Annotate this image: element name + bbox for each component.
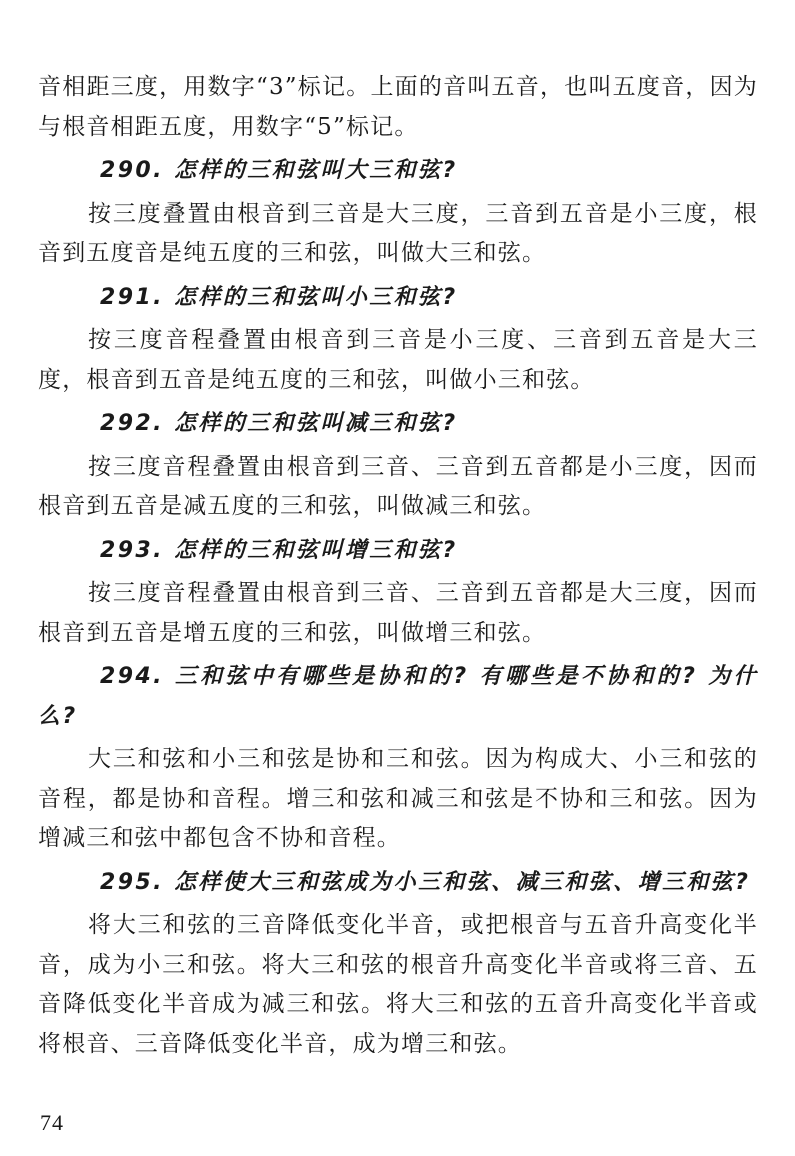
intro-paragraph: 音相距三度，用数字“3”标记。上面的音叫五音，也叫五度音，因为与根音相距五度，用数字“5”标记。 xyxy=(38,74,758,140)
section-body-293: 按三度音程叠置由根音到三音、三音到五音都是大三度，因而根音到五音是增五度的三和弦，叫做增三和弦。 xyxy=(38,580,758,646)
page-number: 74 xyxy=(40,1110,64,1135)
section-body-292: 按三度音程叠置由根音到三音、三音到五音都是小三度，因而根音到五音是减五度的三和弦，叫做减三和弦。 xyxy=(38,453,758,519)
section-heading-292: 292. 怎样的三和弦叫减三和弦? xyxy=(100,411,458,436)
section-body-291: 按三度音程叠置由根音到三音是小三度、三音到五音是大三度，根音到五音是纯五度的三和弦，叫做小三和弦。 xyxy=(38,327,758,393)
section-heading-295: 295. 怎样使大三和弦成为小三和弦、减三和弦、增三和弦? xyxy=(100,869,751,895)
section-heading-291: 291. 怎样的三和弦叫小三和弦? xyxy=(100,284,458,310)
section-body-294: 大三和弦和小三和弦是协和三和弦。因为构成大、小三和弦的音程，都是协和音程。增三和弦和减三和弦是不协和三和弦。因为增减三和弦中都包含不协和音程。 xyxy=(38,746,758,851)
section-heading-294: 294. 三和弦中有哪些是协和的? 有哪些是不协和的? 为什么? xyxy=(38,664,758,729)
section-body-290: 按三度叠置由根音到三音是大三度，三音到五音是小三度，根音到五度音是纯五度的三和弦，叫做大三和弦。 xyxy=(38,200,758,266)
document-page xyxy=(38,68,758,1064)
section-body-295: 将大三和弦的三音降低变化半音，或把根音与五音升高变化半音，成为小三和弦。将大三和弦的根音升高变化半音或将三音、五音降低变化半音成为减三和弦。将大三和弦的五音升高变化半音或将根音、三音降低变化半音，成为增三和弦。 xyxy=(38,912,758,1057)
section-heading-293: 293. 怎样的三和弦叫增三和弦? xyxy=(100,537,458,563)
section-heading-290: 290. 怎样的三和弦叫大三和弦? xyxy=(100,158,458,183)
